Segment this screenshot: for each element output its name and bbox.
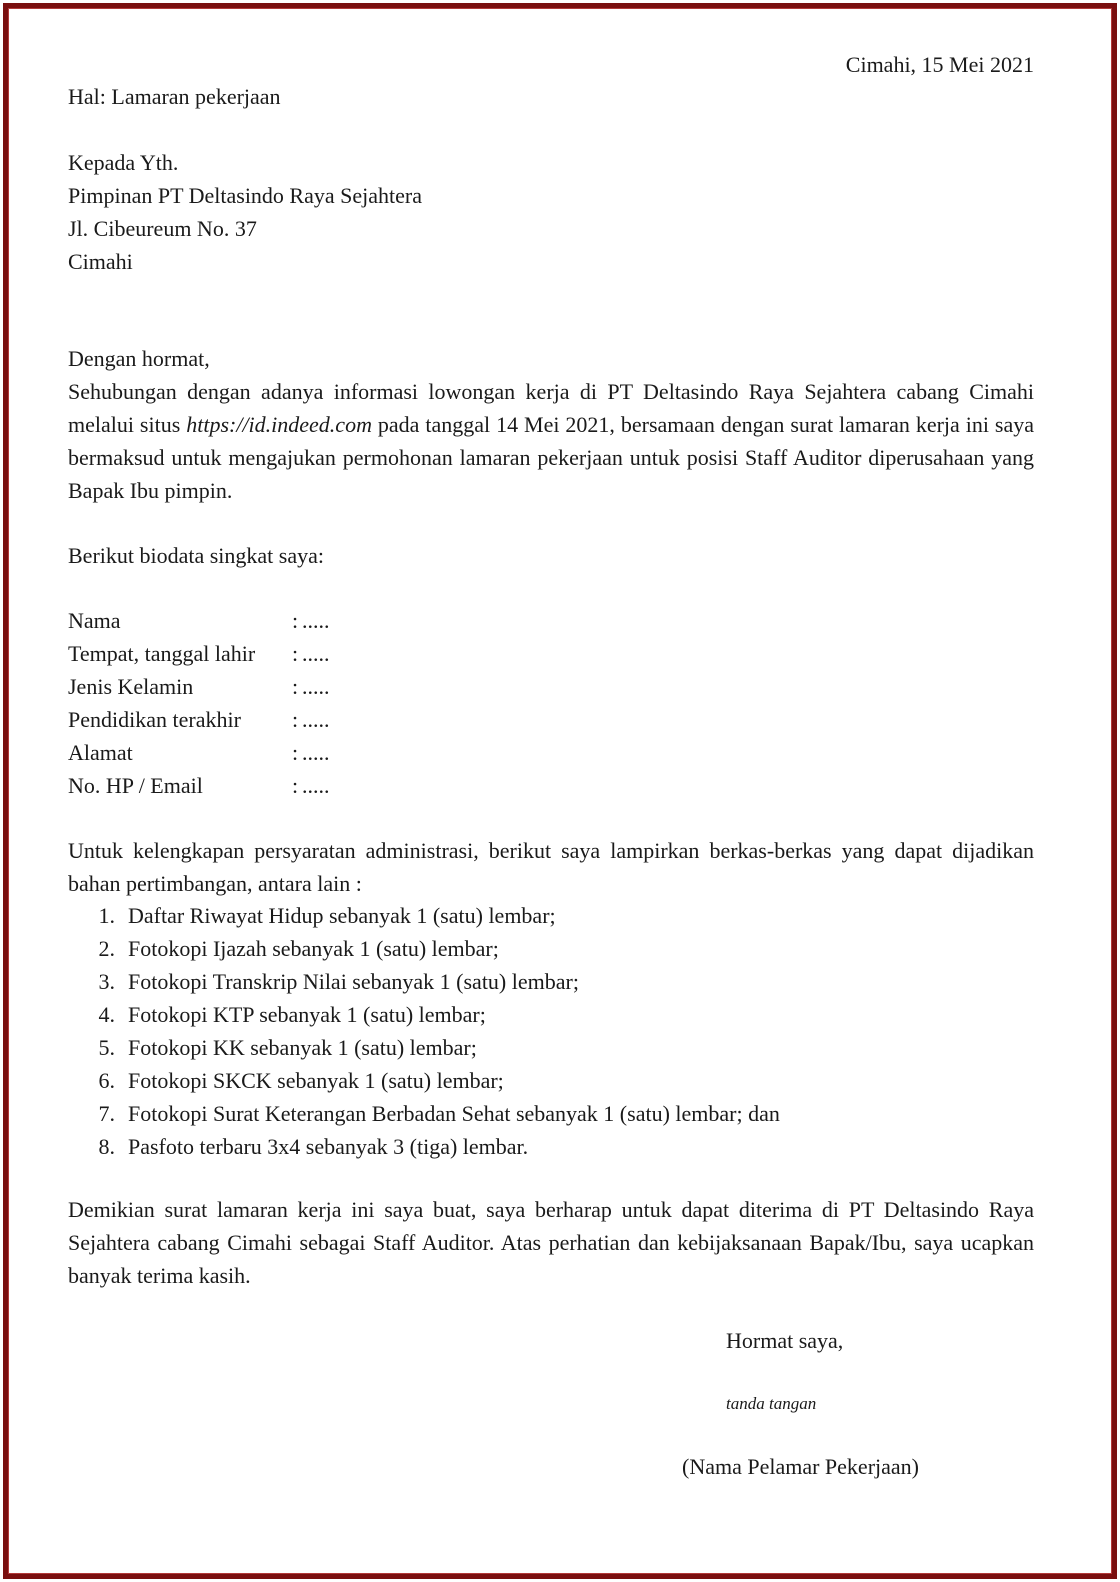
signature-placeholder: tanda tangan — [726, 1394, 817, 1413]
biodata-colon: : — [292, 641, 299, 666]
biodata-label: No. HP / Email — [68, 773, 203, 798]
list-item-text: Fotokopi Ijazah sebanyak 1 (satu) lembar; — [128, 936, 499, 961]
biodata-colon: : — [292, 608, 299, 633]
biodata-value: ..... — [302, 674, 330, 699]
biodata-row — [68, 769, 330, 802]
list-item-text: Fotokopi Surat Keterangan Berbadan Sehat sebanyak 1 (satu) lembar; dan — [128, 1101, 780, 1126]
list-item-text: Pasfoto terbaru 3x4 sebanyak 3 (tiga) lembar. — [128, 1134, 529, 1159]
biodata-value: ..... — [302, 641, 330, 666]
opening-block — [68, 342, 1034, 507]
list-item-text: Daftar Riwayat Hidup sebanyak 1 (satu) lembar; — [128, 903, 556, 928]
biodata-table — [68, 604, 330, 802]
list-item — [68, 932, 780, 965]
recipient-name: Pimpinan PT Deltasindo Raya Sejahtera — [68, 183, 422, 208]
biodata-row — [68, 604, 330, 637]
job-site-url: https://id.indeed.com — [186, 412, 372, 437]
opening-text-2: pada tanggal 14 Mei 2021, bersamaan dengan surat lamaran kerja ini saya bermaksud untuk mengajukan permohonan lamaran pekerjaan untuk posisi Staff Auditor diperusahaan yang Bapak Ibu pimpin. — [68, 412, 1035, 503]
biodata-value: ..... — [302, 773, 330, 798]
list-item-number: 5. — [98, 1035, 115, 1060]
biodata-value: ..... — [302, 608, 330, 633]
attachments-intro: Untuk kelengkapan persyaratan administrasi, berikut saya lampirkan berkas-berkas yang dapat dijadikan bahan pertimbangan, antara lain : — [68, 838, 1034, 896]
biodata-row — [68, 670, 330, 703]
biodata-colon: : — [292, 674, 299, 699]
recipient-greeting: Kepada Yth. — [68, 150, 179, 175]
biodata-row — [68, 703, 330, 736]
recipient-address: Jl. Cibeureum No. 37 — [68, 216, 257, 241]
opening-paragraph — [68, 375, 1034, 507]
list-item — [68, 1130, 780, 1163]
biodata-label: Nama — [68, 608, 121, 633]
recipient-city: Cimahi — [68, 249, 133, 274]
list-item — [68, 1031, 780, 1064]
list-item — [68, 965, 780, 998]
list-item — [68, 998, 780, 1031]
biodata-label: Alamat — [68, 740, 133, 765]
biodata-colon: : — [292, 707, 299, 732]
list-item-text: Fotokopi KTP sebanyak 1 (satu) lembar; — [128, 1002, 486, 1027]
biodata-colon: : — [292, 773, 299, 798]
recipient-block — [68, 146, 422, 278]
list-item — [68, 1097, 780, 1130]
opening-text-1: Sehubungan dengan adanya informasi lowongan kerja di PT Deltasindo Raya Sejahtera cabang Cimahi melalui situs — [68, 379, 1034, 437]
list-item — [68, 1064, 780, 1097]
page-frame — [3, 3, 1117, 1579]
attachments-list — [68, 899, 780, 1163]
salutation: Dengan hormat, — [68, 346, 210, 371]
list-item-number: 4. — [98, 1002, 115, 1027]
list-item-text: Fotokopi KK sebanyak 1 (satu) lembar; — [128, 1035, 477, 1060]
list-item-number: 7. — [98, 1101, 115, 1126]
biodata-intro: Berikut biodata singkat saya: — [68, 543, 324, 568]
list-item-text: Fotokopi SKCK sebanyak 1 (satu) lembar; — [128, 1068, 504, 1093]
list-item-number: 3. — [98, 969, 115, 994]
biodata-label: Tempat, tanggal lahir — [68, 641, 256, 666]
letter-subject: Hal: Lamaran pekerjaan — [68, 84, 281, 109]
biodata-row — [68, 736, 330, 769]
applicant-name: (Nama Pelamar Pekerjaan) — [682, 1454, 919, 1479]
list-item-number: 8. — [98, 1134, 115, 1159]
closing-paragraph: Demikian surat lamaran kerja ini saya buat, saya berharap untuk dapat diterima di PT Deltasindo Raya Sejahtera cabang Cimahi sebagai Staff Auditor. Atas perhatian dan kebijaksanaan Bapak/Ibu, saya ucapkan banyak terima kasih. — [68, 1197, 1034, 1288]
biodata-colon: : — [292, 740, 299, 765]
biodata-row — [68, 637, 330, 670]
list-item-number: 6. — [98, 1068, 115, 1093]
list-item — [68, 899, 780, 932]
sign-off: Hormat saya, — [726, 1328, 844, 1353]
list-item-number: 1. — [98, 903, 115, 928]
list-item-text: Fotokopi Transkrip Nilai sebanyak 1 (satu) lembar; — [128, 969, 579, 994]
letter-date: Cimahi, 15 Mei 2021 — [845, 52, 1034, 77]
list-item-number: 2. — [98, 936, 115, 961]
biodata-value: ..... — [302, 707, 330, 732]
biodata-label: Jenis Kelamin — [68, 674, 194, 699]
biodata-value: ..... — [302, 740, 330, 765]
biodata-label: Pendidikan terakhir — [68, 707, 241, 732]
